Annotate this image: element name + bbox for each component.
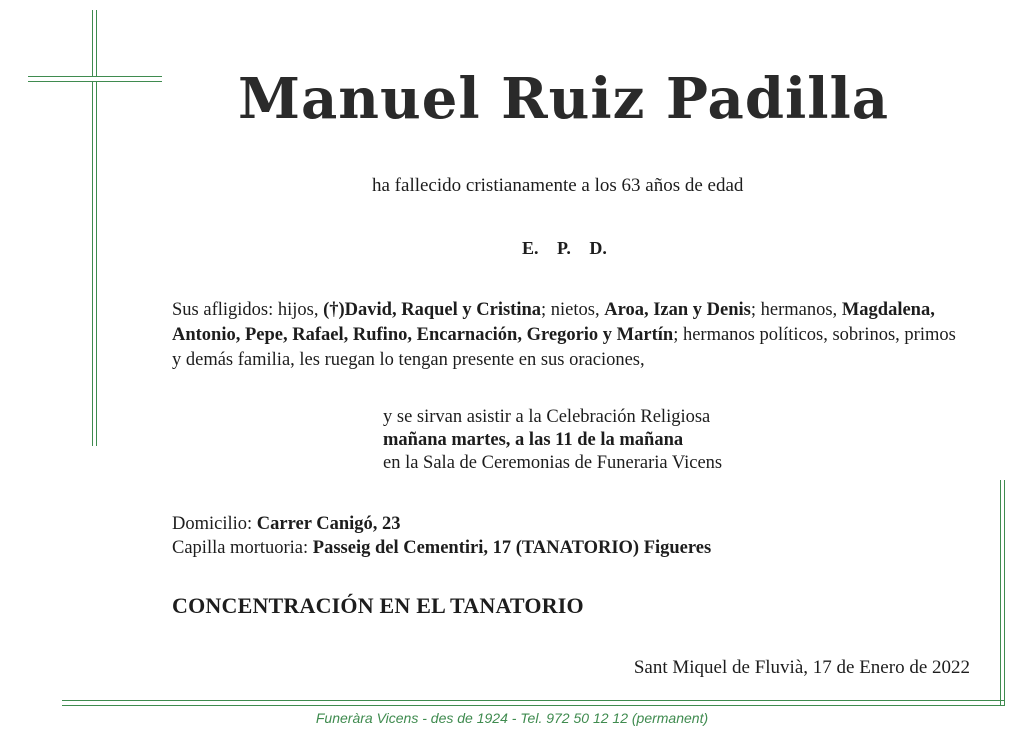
ceremony-time: mañana martes, a las 11 de la mañana <box>383 430 684 450</box>
ceremony-line-1: y se sirvan asistir a la Celebración Religiosa <box>383 407 711 427</box>
text: ; hermanos políticos, sobrinos, primos <box>673 325 956 345</box>
cross-horizontal-ornament <box>28 76 162 82</box>
frame-bottom-border <box>62 700 1005 706</box>
deceased-name: Manuel Ruiz Padilla <box>238 66 890 132</box>
siblings-names: Antonio, Pepe, Rafael, Rufino, Encarnación, Gregorio y Martín <box>172 325 674 345</box>
rip-abbreviation: E. P. D. <box>522 238 607 258</box>
chapel-value: Passeig del Cementiri, 17 (TANATORIO) Figueres <box>312 538 712 558</box>
grandchildren-names: Aroa, Izan y Denis <box>604 300 751 320</box>
mourners-paragraph <box>172 298 982 373</box>
home-label: Domicilio: <box>172 514 257 534</box>
text: Sus afligidos: hijos, <box>172 300 324 320</box>
age-line: ha fallecido cristianamente a los 63 años de edad <box>372 175 744 196</box>
chapel-address <box>172 536 711 560</box>
siblings-names: Magdalena, <box>841 300 935 320</box>
mourners-line-1 <box>172 298 982 323</box>
address-block <box>172 512 711 560</box>
place-and-date: Sant Miquel de Fluvià, 17 de Enero de 2022 <box>633 657 970 678</box>
chapel-label: Capilla mortuoria: <box>172 538 313 558</box>
funeral-home-footer: Funeràra Vicens - des de 1924 - Tel. 972 50 12 12 (permanent) <box>315 710 709 726</box>
concentration-notice: CONCENTRACIÓN EN EL TANATORIO <box>172 593 584 618</box>
ceremony-location: en la Sala de Ceremonias de Funeraria Vicens <box>383 453 723 473</box>
home-value: Carrer Canigó, 23 <box>256 514 401 534</box>
text: ; hermanos, <box>750 300 842 320</box>
mourners-line-2 <box>172 323 982 348</box>
ceremony-block <box>383 406 722 475</box>
text: ; nietos, <box>541 300 605 320</box>
home-address <box>172 512 711 536</box>
children-names: (†)David, Raquel y Cristina <box>323 300 542 320</box>
frame-right-border <box>1000 480 1005 706</box>
mourners-line-3: y demás familia, les ruegan lo tengan presente en sus oraciones, <box>172 350 645 370</box>
